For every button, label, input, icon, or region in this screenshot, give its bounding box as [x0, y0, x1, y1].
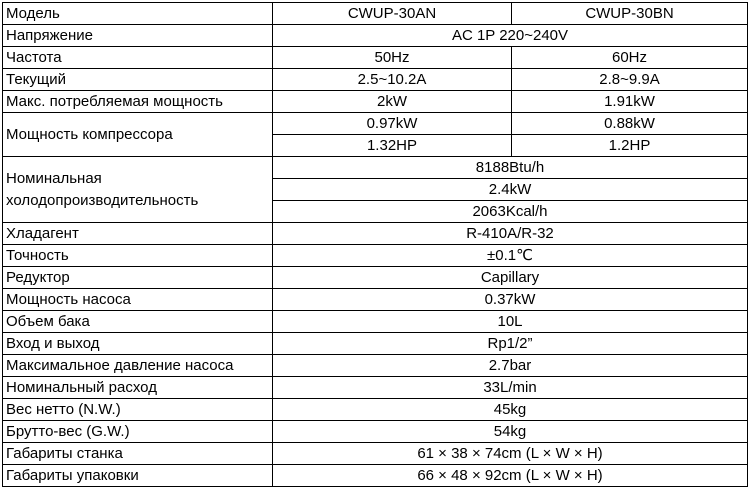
- row-gross-weight: [3, 421, 748, 443]
- row-tank-volume: [3, 311, 748, 333]
- machine-dimensions-value: 61 × 38 × 74cm (L × W × H): [273, 443, 748, 465]
- max-power-b: 1.91kW: [512, 91, 748, 113]
- max-power-a: 2kW: [273, 91, 512, 113]
- inlet-outlet-label: Вход и выход: [3, 333, 273, 355]
- row-cooling-capacity-1: [3, 157, 748, 179]
- tank-volume-label: Объем бака: [3, 311, 273, 333]
- row-reducer: [3, 267, 748, 289]
- row-precision: [3, 245, 748, 267]
- package-dimensions-value: 66 × 48 × 92cm (L × W × H): [273, 465, 748, 487]
- pump-power-value: 0.37kW: [273, 289, 748, 311]
- machine-dimensions-label: Габариты станка: [3, 443, 273, 465]
- row-pump-power: [3, 289, 748, 311]
- net-weight-label: Вес нетто (N.W.): [3, 399, 273, 421]
- gross-weight-value: 54kg: [273, 421, 748, 443]
- tank-volume-value: 10L: [273, 311, 748, 333]
- row-rated-flow: [3, 377, 748, 399]
- gross-weight-label: Брутто-вес (G.W.): [3, 421, 273, 443]
- row-net-weight: [3, 399, 748, 421]
- row-refrigerant: [3, 223, 748, 245]
- reducer-value: Capillary: [273, 267, 748, 289]
- cooling-capacity-kcal: 2063Kcal/h: [273, 201, 748, 223]
- spec-table: [2, 2, 748, 487]
- max-pump-pressure-value: 2.7bar: [273, 355, 748, 377]
- rated-flow-label: Номинальный расход: [3, 377, 273, 399]
- cooling-capacity-kw: 2.4kW: [273, 179, 748, 201]
- row-current: [3, 69, 748, 91]
- model-a: CWUP-30AN: [273, 3, 512, 25]
- frequency-a: 50Hz: [273, 47, 512, 69]
- compressor-power-b-kw: 0.88kW: [512, 113, 748, 135]
- model-b: CWUP-30BN: [512, 3, 748, 25]
- row-voltage: [3, 25, 748, 47]
- cooling-capacity-btu: 8188Btu/h: [273, 157, 748, 179]
- inlet-outlet-value: Rp1/2”: [273, 333, 748, 355]
- row-model: [3, 3, 748, 25]
- max-power-label: Макс. потребляемая мощность: [3, 91, 273, 113]
- row-max-pump-pressure: [3, 355, 748, 377]
- row-package-dimensions: [3, 465, 748, 487]
- max-pump-pressure-label: Максимальное давление насоса: [3, 355, 273, 377]
- row-frequency: [3, 47, 748, 69]
- precision-value: ±0.1℃: [273, 245, 748, 267]
- voltage-value: AC 1P 220~240V: [273, 25, 748, 47]
- current-b: 2.8~9.9A: [512, 69, 748, 91]
- row-compressor-power-1: [3, 113, 748, 135]
- frequency-label: Частота: [3, 47, 273, 69]
- compressor-power-label: Мощность компрессора: [3, 113, 273, 157]
- voltage-label: Напряжение: [3, 25, 273, 47]
- compressor-power-a-hp: 1.32HP: [273, 135, 512, 157]
- reducer-label: Редуктор: [3, 267, 273, 289]
- package-dimensions-label: Габариты упаковки: [3, 465, 273, 487]
- refrigerant-label: Хладагент: [3, 223, 273, 245]
- compressor-power-a-kw: 0.97kW: [273, 113, 512, 135]
- rated-flow-value: 33L/min: [273, 377, 748, 399]
- model-label: Модель: [3, 3, 273, 25]
- cooling-capacity-label: Номинальная холодопроизводительность: [3, 157, 273, 223]
- current-a: 2.5~10.2A: [273, 69, 512, 91]
- frequency-b: 60Hz: [512, 47, 748, 69]
- refrigerant-value: R-410A/R-32: [273, 223, 748, 245]
- pump-power-label: Мощность насоса: [3, 289, 273, 311]
- compressor-power-b-hp: 1.2HP: [512, 135, 748, 157]
- row-inlet-outlet: [3, 333, 748, 355]
- net-weight-value: 45kg: [273, 399, 748, 421]
- current-label: Текущий: [3, 69, 273, 91]
- row-max-power: [3, 91, 748, 113]
- row-machine-dimensions: [3, 443, 748, 465]
- precision-label: Точность: [3, 245, 273, 267]
